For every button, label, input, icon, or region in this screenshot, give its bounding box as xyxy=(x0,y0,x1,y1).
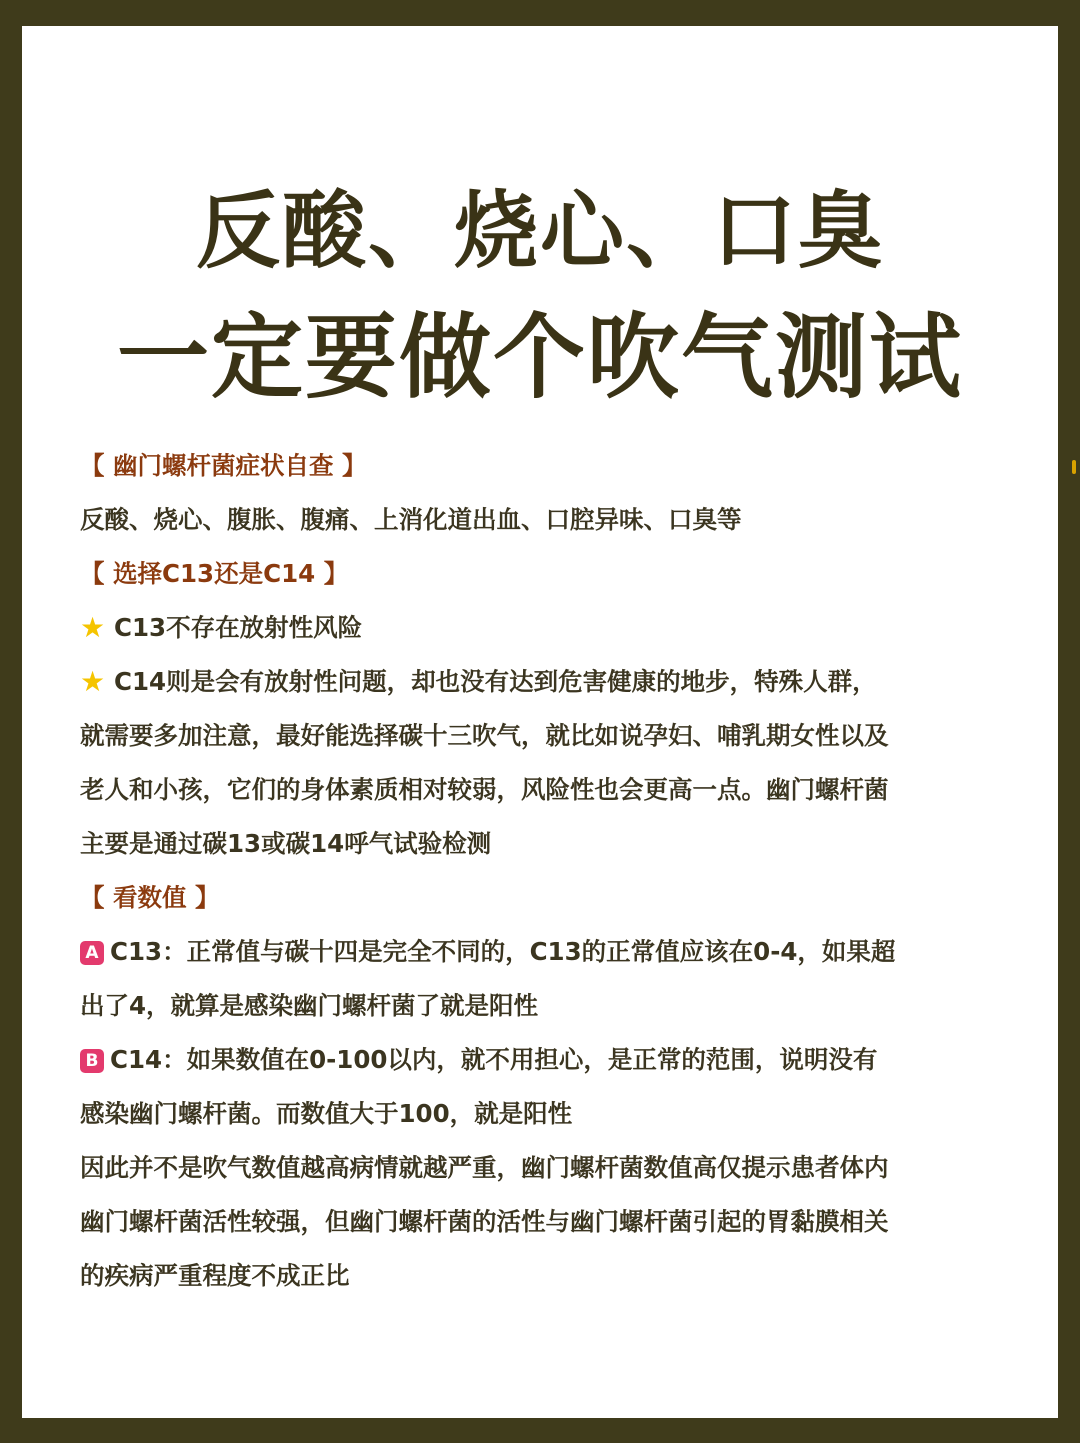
bullet-c14-line-1 xyxy=(80,655,1020,709)
title-line-2: 一定要做个吹气测试 xyxy=(116,304,963,411)
paragraph-line: 主要是通过碳13或碳14呼气试验检测 xyxy=(80,829,492,858)
section-heading-c13-vs-c14: 【 选择C13还是C14 】 xyxy=(80,559,349,588)
section-heading-values: 【 看数值 】 xyxy=(80,883,220,912)
b-badge-icon: B xyxy=(80,1049,104,1073)
article-body xyxy=(80,439,1020,1303)
item-b-line-1 xyxy=(80,1033,1020,1087)
item-a-line-1 xyxy=(80,925,1020,979)
bullet-c13-text: C13不存在放射性风险 xyxy=(114,613,363,642)
star-icon: ★ xyxy=(80,665,106,698)
bullet-c13 xyxy=(80,601,1020,655)
paragraph-line: 出了4，就算是感染幽门螺杆菌了就是阳性 xyxy=(80,991,539,1020)
a-badge-icon: A xyxy=(80,941,104,965)
paragraph-line: 就需要多加注意，最好能选择碳十三吹气，就比如说孕妇、哺乳期女性以及 xyxy=(80,721,889,750)
conclusion-line: 因此并不是吹气数值越高病情就越严重，幽门螺杆菌数值高仅提示患者体内 xyxy=(80,1153,889,1182)
symptoms-text: 反酸、烧心、腹胀、腹痛、上消化道出血、口腔异味、口臭等 xyxy=(80,505,742,534)
section-heading-symptoms: 【 幽门螺杆菌症状自查 】 xyxy=(80,451,367,480)
paragraph-line: 感染幽门螺杆菌。而数值大于100，就是阳性 xyxy=(80,1099,573,1128)
conclusion-line: 幽门螺杆菌活性较强，但幽门螺杆菌的活性与幽门螺杆菌引起的胃黏膜相关 xyxy=(80,1207,889,1236)
conclusion-line: 的疾病严重程度不成正比 xyxy=(80,1261,350,1290)
item-a-text: C13：正常值与碳十四是完全不同的，C13的正常值应该在0-4，如果超 xyxy=(110,937,896,966)
document-page xyxy=(22,26,1058,1418)
paragraph-line: 老人和小孩，它们的身体素质相对较弱，风险性也会更高一点。幽门螺杆菌 xyxy=(80,775,889,804)
title-line-1: 反酸、烧心、口臭 xyxy=(195,182,884,280)
bullet-c14-text: C14则是会有放射性问题，却也没有达到危害健康的地步，特殊人群， xyxy=(114,667,877,696)
edge-mark-decoration xyxy=(1072,460,1076,474)
item-b-text: C14：如果数值在0-100以内，就不用担心，是正常的范围，说明没有 xyxy=(110,1045,878,1074)
star-icon: ★ xyxy=(80,611,106,644)
